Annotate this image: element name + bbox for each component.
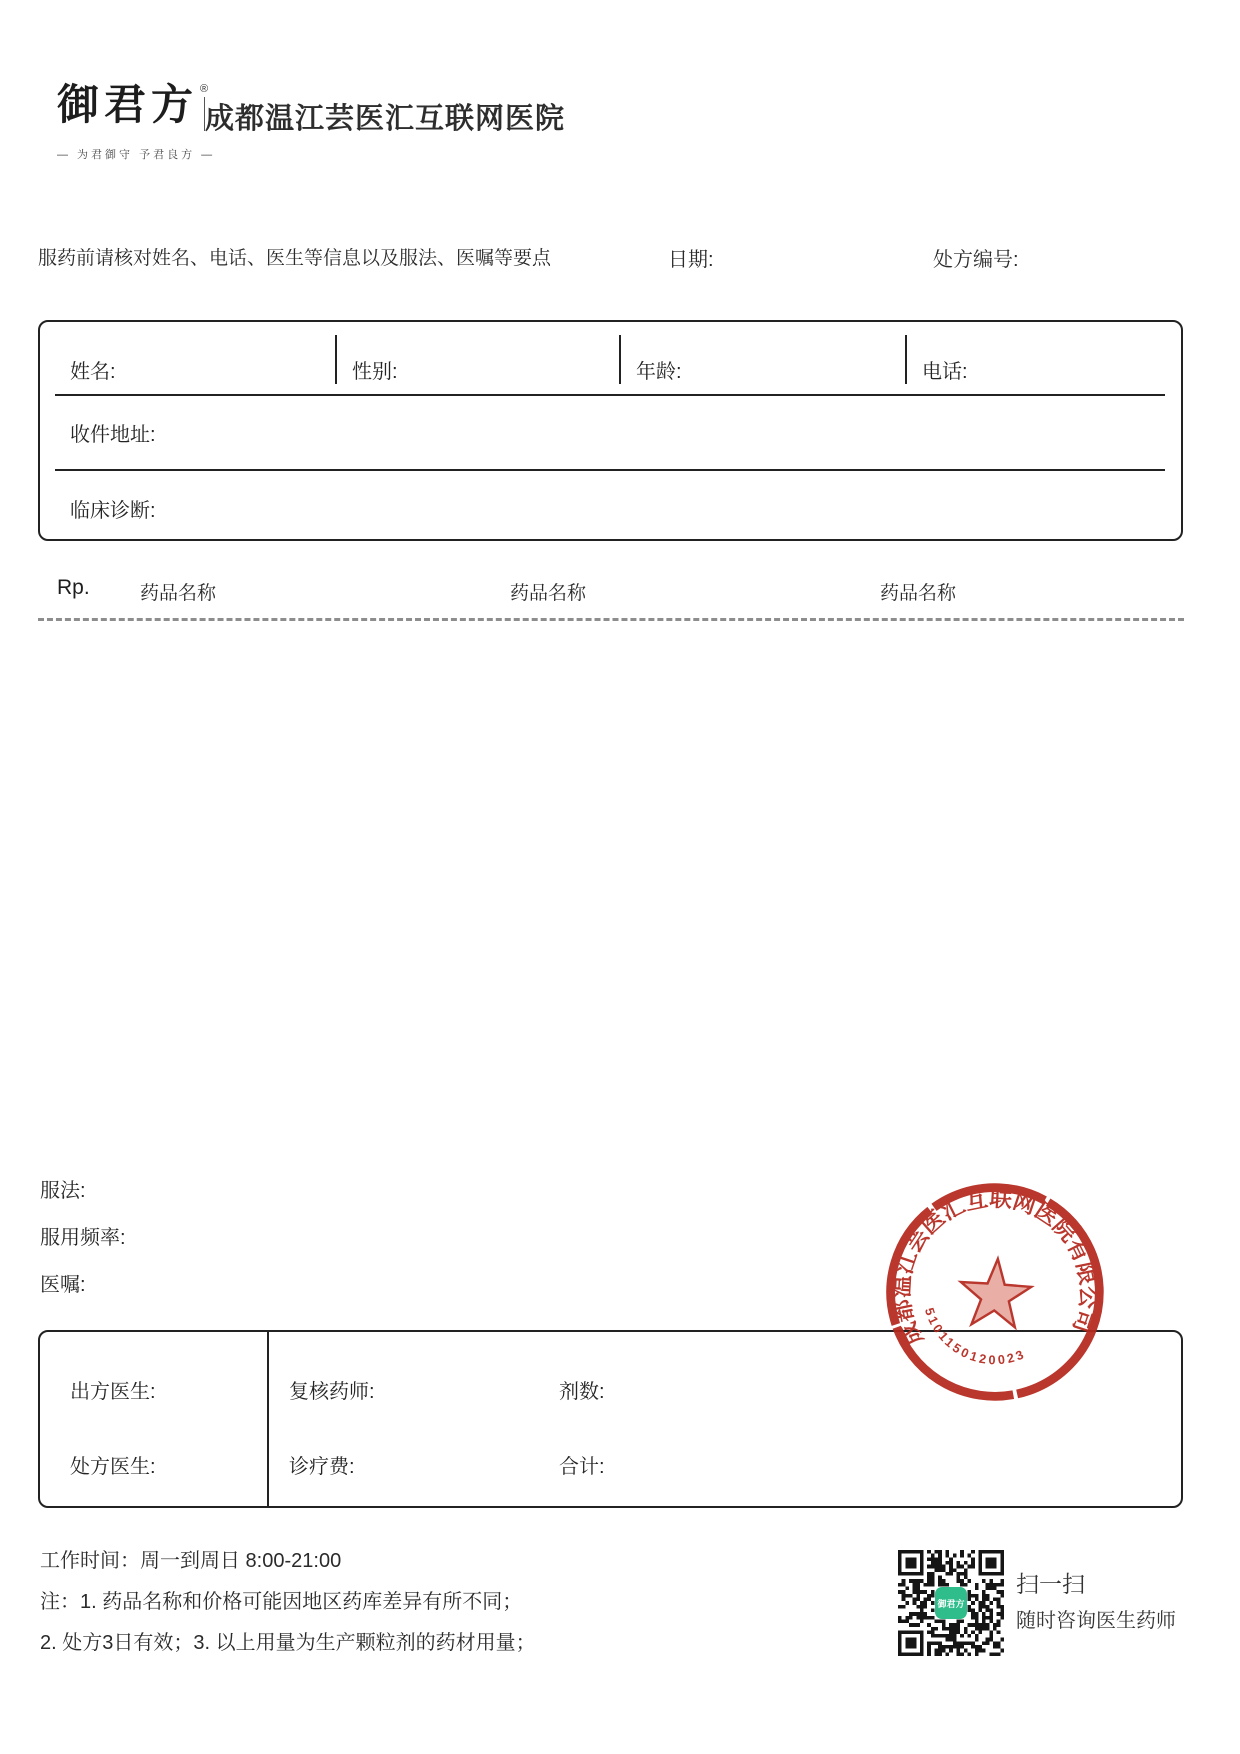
footer-note-1: 注：1. 药品名称和价格可能因地区药库差异有所不同； bbox=[40, 1591, 523, 1613]
svg-text:成都温江芸医汇互联网医院有限公司 bbox=[881, 1177, 1104, 1350]
patient-info-box bbox=[38, 320, 1183, 541]
svg-text:5101150120023 bbox=[922, 1300, 1029, 1372]
stamp-star-icon bbox=[958, 1256, 1033, 1328]
footer-note-2: 2. 处方3日有效；3. 以上用量为生产颗粒剂的药材用量； bbox=[40, 1632, 536, 1654]
issuing-doctor-label: 出方医生: bbox=[70, 1381, 156, 1403]
patient-name-label: 姓名: bbox=[70, 361, 116, 383]
row-divider bbox=[55, 469, 1165, 471]
clinical-diagnosis-label: 临床诊断: bbox=[70, 500, 156, 522]
shipping-address-label: 收件地址: bbox=[70, 424, 156, 446]
hospital-title: 成都温江芸医汇互联网医院 bbox=[205, 103, 566, 135]
patient-age-label: 年龄: bbox=[636, 361, 682, 383]
patient-gender-label: 性别: bbox=[352, 361, 398, 383]
qr-scan-title: 扫一扫 bbox=[1016, 1571, 1085, 1597]
doctor-advice-label: 医嘱: bbox=[40, 1274, 86, 1296]
stamp-ring-text: 成都温江芸医汇互联网医院有限公司 bbox=[888, 1185, 1102, 1350]
rp-label: Rp. bbox=[57, 576, 90, 599]
prescribing-doctor-label: 处方医生: bbox=[70, 1456, 156, 1478]
drug-name-column-header: 药品名称 bbox=[510, 583, 587, 604]
qr-center-logo: 御君方 bbox=[935, 1587, 967, 1619]
total-label: 合计: bbox=[559, 1456, 605, 1478]
rp-dashed-separator bbox=[38, 618, 1184, 621]
dose-count-label: 剂数: bbox=[559, 1381, 605, 1403]
qr-scan-subtitle: 随时咨询医生药师 bbox=[1016, 1610, 1176, 1632]
row-divider bbox=[55, 394, 1165, 396]
prescription-number-label: 处方编号: bbox=[933, 249, 1019, 271]
work-hours: 工作时间：周一到周日 8:00-21:00 bbox=[40, 1550, 342, 1572]
brand-logo bbox=[57, 81, 209, 131]
registered-trademark-icon: ® bbox=[200, 83, 209, 95]
dosage-method-label: 服法: bbox=[40, 1180, 86, 1202]
date-label: 日期: bbox=[668, 249, 714, 271]
review-pharmacist-label: 复核药师: bbox=[289, 1381, 375, 1403]
hospital-official-stamp bbox=[870, 1167, 1120, 1417]
patient-phone-label: 电话: bbox=[922, 361, 968, 383]
column-divider bbox=[619, 335, 621, 384]
brand-tagline: — 为君御守 予君良方 — bbox=[57, 149, 216, 161]
column-divider bbox=[267, 1332, 269, 1506]
column-divider bbox=[905, 335, 907, 384]
dosage-frequency-label: 服用频率: bbox=[40, 1227, 126, 1249]
brand-name: 御君方 bbox=[57, 81, 199, 128]
drug-name-column-header: 药品名称 bbox=[880, 583, 957, 604]
drug-name-column-header: 药品名称 bbox=[140, 583, 217, 604]
column-divider bbox=[335, 335, 337, 384]
stamp-serial: 5101150120023 bbox=[921, 1306, 1029, 1368]
pre-medication-notice: 服药前请核对姓名、电话、医生等信息以及服法、医嘱等要点 bbox=[38, 248, 552, 269]
consultation-fee-label: 诊疗费: bbox=[289, 1456, 355, 1478]
